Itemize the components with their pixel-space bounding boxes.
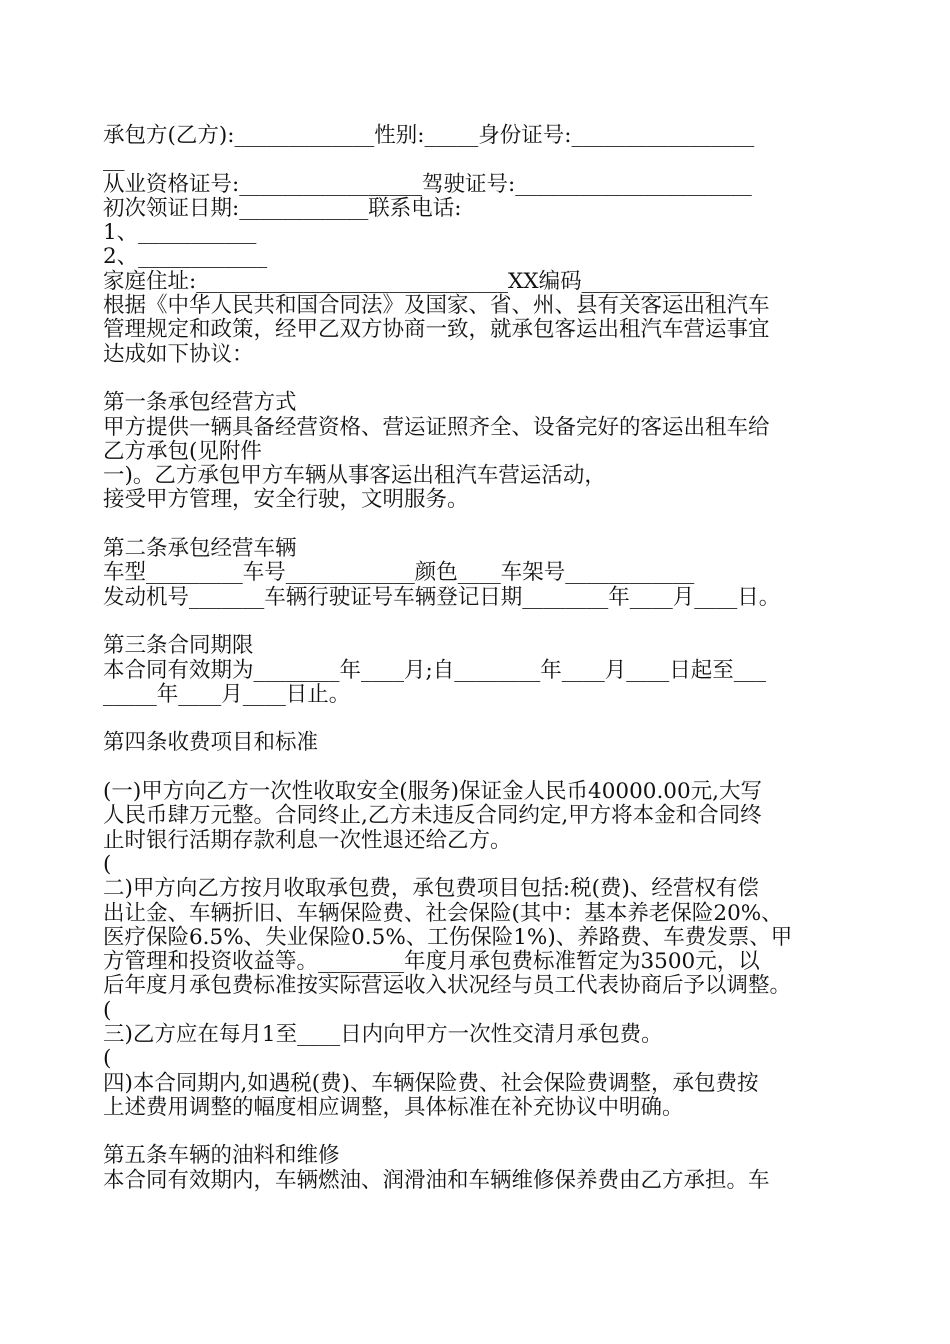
text-line: 上述费用调整的幅度相应调整，具体标准在补充协议中明确。 [103,1094,684,1120]
text-line: ( [103,1046,112,1072]
text-line: 2、____________ [103,244,268,270]
text-line: ( [103,851,112,877]
blank-line [103,610,863,634]
text-line: 管理规定和政策，经甲乙双方协商一致，就承包客运出租汽车营运事宜 [103,317,770,343]
text-line: 第四条收费项目和标准 [103,730,319,756]
text-line: 根据《中华人民共和国合同法》及国家、省、州、县有关客运出租汽车 [103,293,770,319]
text-line: 从业资格证号:_________________驾驶证号:______________________ [103,171,752,197]
text-line: _____年____月____日止。 [103,681,351,707]
text-line: 第二条承包经营车辆 [103,536,297,562]
text-line: 二)甲方向乙方按月收取承包费，承包费项目包括:税(费)、经营权有偿 [103,876,759,902]
text-line: 后年度月承包费标准按实际营运收入状况经与员工代表协商后予以调整。 [103,973,792,999]
blank-line [103,513,863,537]
text-line: 方管理和投资收益等。________年度月承包费标准暂定为3500元，以 [103,949,760,975]
text-line: 1、___________ [103,220,257,246]
blank-line [103,756,863,780]
text-line: 四)本合同期内,如遇税(费)、车辆保险费、社会保险费调整，承包费按 [103,1070,759,1096]
text-line: 止时银行活期存款利息一次性退还给乙方。 [103,827,512,853]
text-line: 人民币肆万元整。合同终止,乙方未违反合同约定,甲方将本金和合同终 [103,803,762,829]
text-line: 本合同有效期内，车辆燃油、润滑油和车辆维修保养费由乙方承担。车 [103,1167,770,1193]
blank-line [103,367,863,391]
text-line: ( [103,997,112,1023]
text-line: 发动机号_______车辆行驶证号车辆登记日期________年____月____日。 [103,584,781,610]
text-line: 第三条合同期限 [103,633,254,659]
text-line: 车型_________车号____________颜色____车架号____________ [103,560,695,586]
text-line: 医疗保险6.5%、失业保险0.5%、工伤保险1%)、养路费、车费发票、甲 [103,924,793,950]
text-line: 一)。乙方承包甲方车辆从事客运出租汽车营运活动， [103,463,606,489]
document-body [103,124,863,1193]
text-line: 出让金、车辆折旧、车辆保险费、社会保险(其中：基本养老保险20%、 [103,900,783,926]
blank-line [103,707,863,731]
text-line: 接受甲方管理，安全行驶，文明服务。 [103,487,469,513]
text-line: 第五条车辆的油料和维修 [103,1143,340,1169]
text-line: 乙方承包(见附件 [103,438,262,464]
text-line: 第一条承包经营方式 [103,390,297,416]
text-line: 本合同有效期为________年____月;自________年____月____日起至___ [103,657,766,683]
text-line: 初次领证日期:____________联系电话: [103,195,462,221]
text-line: 家庭住址:_____________________________XX编码____________ [103,268,711,294]
blank-line [103,1120,863,1144]
text-line: (一)甲方向乙方一次性收取安全(服务)保证金人民币40000.00元,大写 [103,779,762,805]
text-line: 承包方(乙方):_____________性别:_____身份证号:_________________ [103,123,755,148]
text-line: 三)乙方应在每月1至____日内向甲方一次性交清月承包费。 [103,1021,663,1047]
text-line: 甲方提供一辆具备经营资格、营运证照齐全、设备完好的客运出租车给 [103,414,770,440]
text-line: 达成如下协议： [103,341,254,367]
text-line: __ [103,147,125,173]
